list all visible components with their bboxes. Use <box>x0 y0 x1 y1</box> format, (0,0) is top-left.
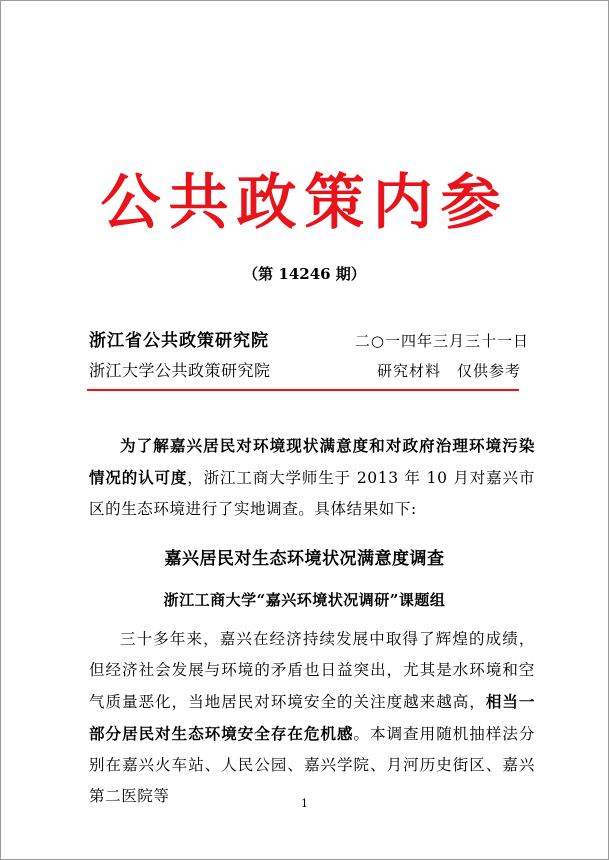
report-author: 浙江工商大学“嘉兴环境状况调研”课题组 <box>163 591 446 609</box>
issue-date: 二○一四年三月三十一日 <box>354 332 529 350</box>
issuer-row-secondary <box>89 358 529 381</box>
intro-text: ，浙江工商大学师生于 2013 年 10 月对嘉兴市区的生态环境进行了实地调查。具体结果如下: <box>89 469 535 518</box>
body-bold-text: 相当一部分居民对生态环境安全存在危机感 <box>89 692 535 743</box>
body-text-part1: 三十多年来，嘉兴在经济持续发展中取得了辉煌的成绩，但经济社会发展与环境的矛盾也日益突出，尤其是水环境和空气质量恶化，当地居民对环境安全的关注度越来越高， <box>89 630 535 711</box>
report-title: 嘉兴居民对生态环境状况满意度调查 <box>164 549 445 569</box>
issuer-org-secondary: 浙江大学公共政策研究院 <box>89 361 271 380</box>
intro-paragraph <box>89 430 535 525</box>
body-paragraph <box>89 624 535 812</box>
circulation-note: 研究材料 仅供参考 <box>376 362 521 380</box>
red-divider <box>87 389 519 391</box>
issuer-org-primary: 浙江省公共政策研究院 <box>89 331 269 351</box>
issue-number: （第 14246 期） <box>243 265 366 283</box>
masthead-title: 公共政策内参 <box>100 168 509 238</box>
issuer-row-primary <box>89 326 529 351</box>
intro-bold-text: 为了解嘉兴居民对环境现状满意度和对政府治理环境污染情况的认可度 <box>89 436 535 487</box>
page-number: 1 <box>301 797 308 810</box>
body-text-part2: 。本调查用随机抽样法分别在嘉兴火车站、人民公园、嘉兴学院、月河历史街区、嘉兴第二医院等 <box>89 725 535 805</box>
